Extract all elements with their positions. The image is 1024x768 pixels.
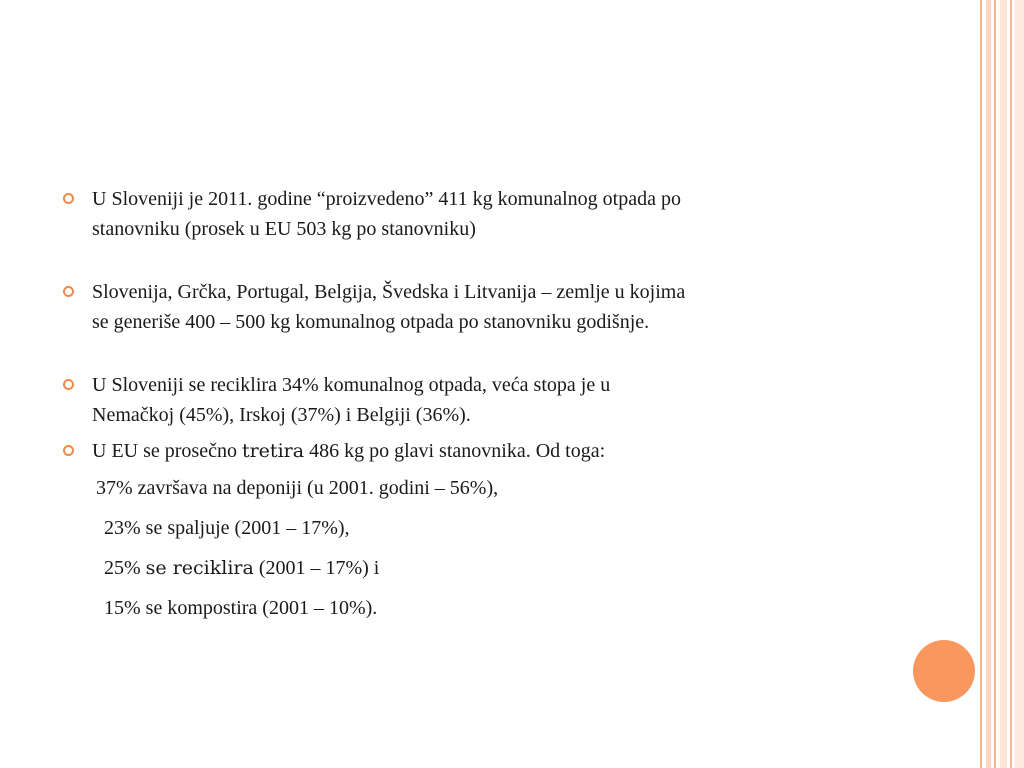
bullet-item-1 — [60, 184, 860, 244]
decorative-stripe — [986, 0, 991, 768]
bullet-text-line: se generiše 400 – 500 kg komunalnog otpada po stanovniku godišnje. — [92, 311, 650, 333]
bullet-circle-icon — [63, 193, 74, 204]
bullet-item-2 — [60, 277, 860, 337]
bullet-text-line: U Sloveniji se reciklira 34% komunalnog otpada, veća stopa je u — [92, 374, 611, 396]
sub-item-1: 37% završava na deponiji (u 2001. godini – 56%), — [96, 477, 499, 499]
decorative-stripe — [1010, 0, 1012, 768]
bullet-text-emphasis: tretira — [241, 440, 305, 462]
slide-body — [60, 184, 860, 623]
bullet-text-line — [92, 436, 860, 466]
bullet-text-line: Slovenija, Grčka, Portugal, Belgija, Švedska i Litvanija – zemlje u kojima — [92, 281, 686, 303]
bullet-text-line: U Sloveniji je 2011. godine “proizvedeno” 411 kg komunalnog otpada po — [92, 188, 681, 210]
sub-item-prefix: 25% — [104, 557, 146, 579]
bullet-text-line: stanovniku (prosek u EU 503 kg po stanovniku) — [92, 218, 476, 240]
sub-item-emphasis: se reciklira — [145, 557, 254, 579]
decorative-stripe — [1015, 0, 1024, 768]
sub-item-suffix: (2001 – 17%) i — [253, 557, 380, 579]
decorative-circle — [913, 640, 975, 702]
decorative-stripe — [980, 0, 982, 768]
bullet-text-prefix: U EU se prosečno — [92, 440, 242, 462]
bullet-circle-icon — [63, 286, 74, 297]
bullet-item-3 — [60, 370, 860, 430]
bullet-text-line: Nemačkoj (45%), Irskoj (37%) i Belgiji (36%). — [92, 404, 471, 426]
sub-item-4: 15% se kompostira (2001 – 10%). — [104, 597, 378, 619]
decorative-stripe — [1000, 0, 1007, 768]
decorative-stripe — [994, 0, 996, 768]
sub-item-3 — [60, 553, 860, 583]
bullet-circle-icon — [63, 379, 74, 390]
bullet-circle-icon — [63, 445, 74, 456]
bullet-text-suffix: 486 kg po glavi stanovnika. Od toga: — [304, 440, 606, 462]
sub-item-2: 23% se spaljuje (2001 – 17%), — [104, 517, 350, 539]
bullet-item-4 — [60, 436, 860, 466]
